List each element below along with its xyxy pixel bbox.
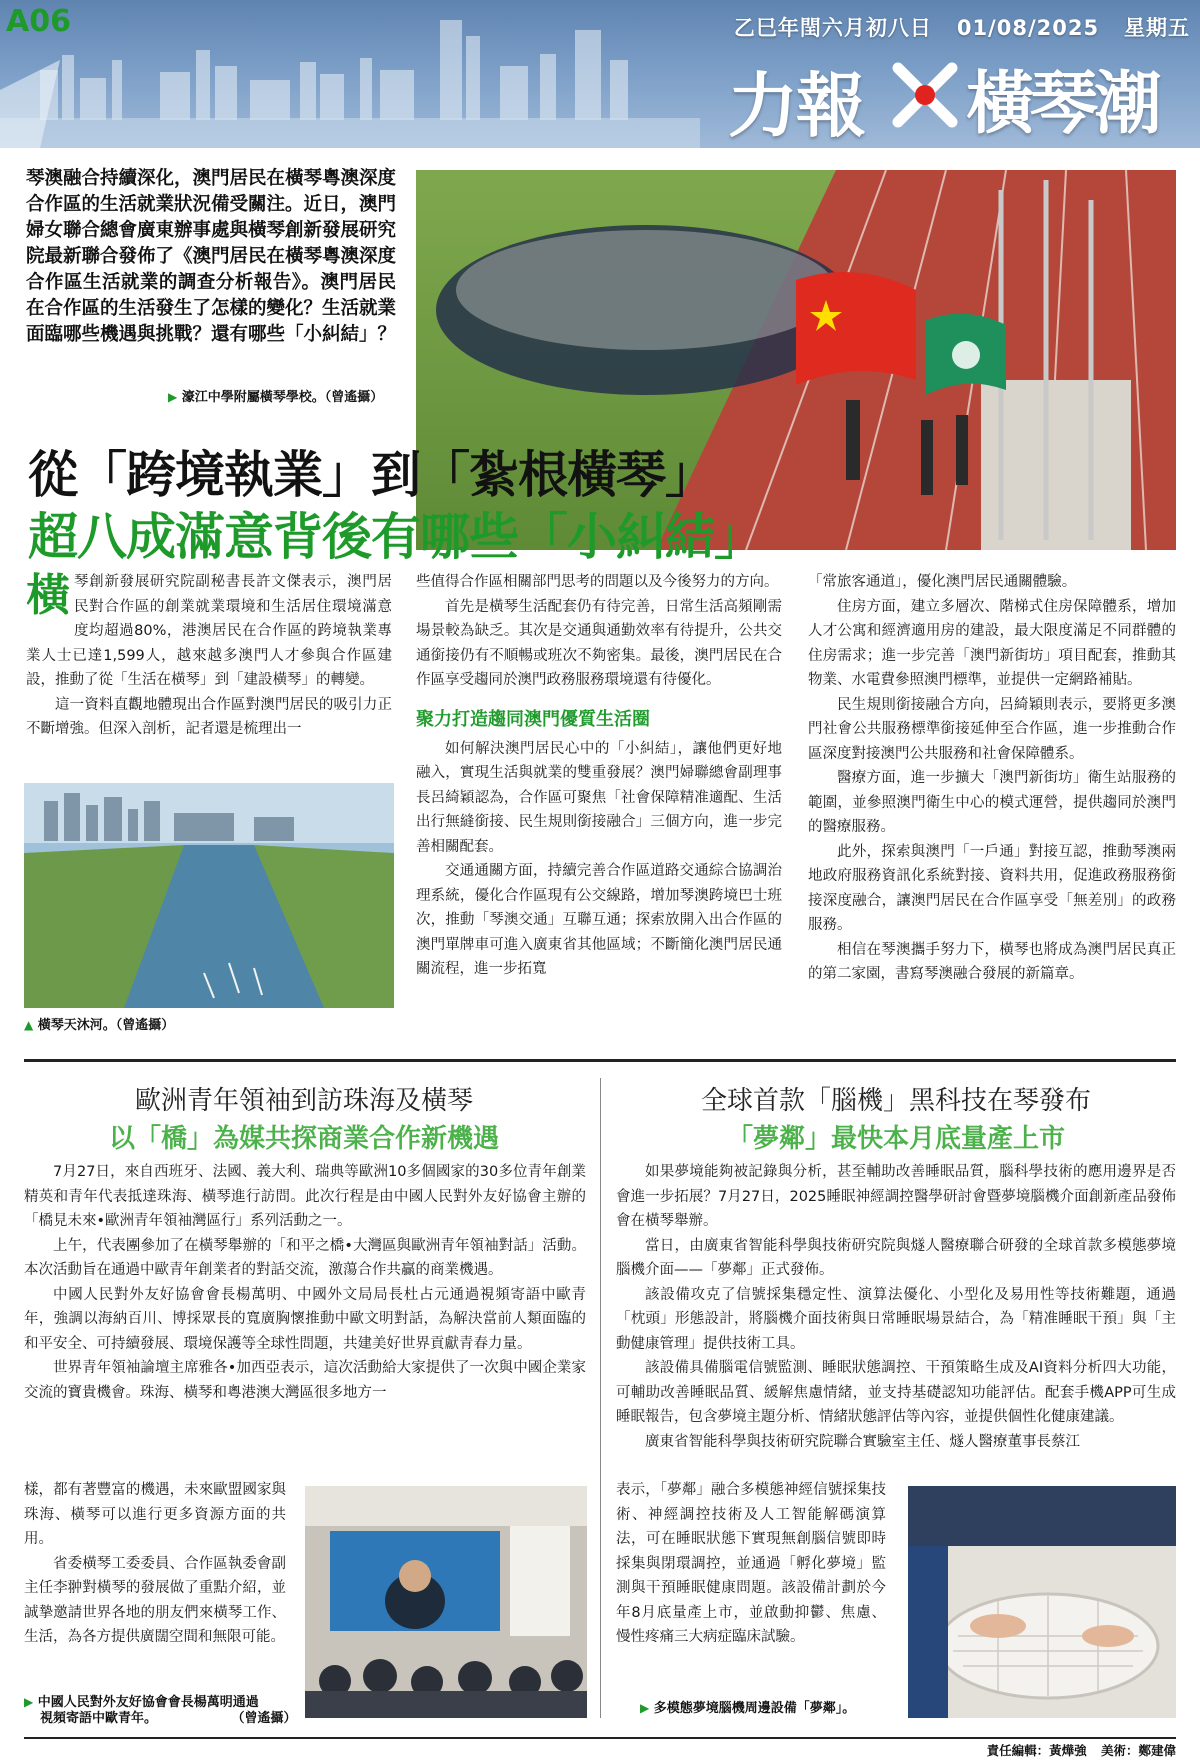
sleep-device-photo — [908, 1486, 1176, 1718]
masthead-banner — [0, 0, 1200, 148]
logo-cross-icon — [890, 60, 960, 130]
issue-date — [630, 12, 1190, 42]
right-story-paragraph-2: 當日，由廣東省智能科學與技術研究院與燧人醫療聯合研發的全球首款多模態夢境腦機介面——「夢鄰」正式發佈。 — [616, 1237, 1176, 1278]
article-paragraph-1: 橫琴創新發展研究院副秘書長許文傑表示，澳門居民對合作區的創業就業環境和生活居住環境滿意度均超過80%，港澳居民在合作區的跨境執業專業人士已達1,599人，越來越多澳門人才參與合作區建設，推動了從「生活在橫琴」到「建設橫琴」的轉變。 — [26, 570, 392, 688]
right-story-title: 全球首款「腦機」黑科技在琴發布 — [700, 1086, 1091, 1116]
river-photo — [24, 783, 394, 1008]
right-story-paragraph-3: 該設備攻克了信號採集穩定性、演算法優化、小型化及易用性等技術難題，通過「枕頭」形態設計，將腦機介面技術與日常睡眠場景結合，為「精准睡眠干預」與「主動健康管理」提供技術工具。 — [616, 1286, 1176, 1352]
left-story-paragraph-4a: 世界青年領袖論壇主席雅各•加西亞表示，這次活動給大家提供了一次與中國企業家交流的寶貴機會。珠海、橫琴和粵港澳大灣區很多地方一 — [24, 1360, 586, 1401]
article-column-2 — [416, 570, 782, 982]
article-paragraph-10: 醫療方面，進一步擴大「澳門新街坊」衛生站服務的範圍，並參照澳門衛生中心的模式運營，提供趨同於澳門的醫療服務。 — [808, 770, 1176, 835]
left-story-paragraph-1: 7月27日，來自西班牙、法國、義大利、瑞典等歐洲10多個國家的30多位青年創業精英和青年代表抵達珠海、橫琴進行訪問。此次行程是由中國人民對外友好協會主辦的「橋見未來•歐洲青年領袖灣區行」系列活動之一。 — [24, 1164, 586, 1229]
left-story-paragraph-2: 上午，代表團參加了在橫琴舉辦的「和平之橋•大灣區與歐洲青年領袖對話」活動。本次活動旨在通過中歐青年創業者的對話交流，激蕩合作共贏的商業機遇。 — [24, 1237, 586, 1278]
right-story-paragraph-1: 如果夢境能夠被記錄與分析，甚至輔助改善睡眠品質，腦科學技術的應用邊界是否會進一步拓展？7月27日，2025睡眠神經調控醫學研討會暨夢境腦機介面創新產品發佈會在橫琴舉辦。 — [616, 1164, 1176, 1229]
editor-credit: 責任編輯：黃燁強 — [986, 1743, 1087, 1758]
right-story-subtitle: 「夢鄰」最快本月底量產上市 — [726, 1124, 1065, 1154]
caption-triangle-icon: ▶ — [640, 1701, 650, 1715]
video-speech-photo — [305, 1486, 587, 1718]
right-story-body-wrap — [616, 1478, 886, 1650]
right-story-paragraph-5b: 表示，「夢鄰」融合多模態神經信號採集技術、神經調控技術及人工智能解碼演算法，可在睡眠狀態下實現無創腦信號即時採集與閉環調控，並通過「孵化夢境」監測與干預睡眠健康問題。該設備計劃於今年8月底量產上市，並啟動抑鬱、焦慮、慢性疼痛三大病症臨床試驗。 — [616, 1482, 886, 1645]
article-paragraph-5: 如何解決澳門居民心中的「小糾結」，讓他們更好地融入，實現生活與就業的雙重發展？澳門婦聯總會副理事長呂綺穎認為，合作區可聚焦「社會保障精准適配、生活出行無縫銜接、民生規則銜接融合」三個方向，進一步完善相關配套。 — [416, 740, 782, 855]
footer-credits — [700, 1741, 1176, 1759]
right-story-body — [616, 1160, 1176, 1454]
article-column-1 — [26, 570, 392, 742]
column-divider — [600, 1078, 601, 1718]
left-story-body — [24, 1160, 586, 1405]
left-story-paragraph-3: 中國人民對外友好協會會長楊萬明、中國外文局局長杜占元通過視頻寄語中歐青年，強調以海納百川、博採眾長的寬廣胸懷推動中歐文明對話，為解決當前人類面臨的和平安全、可持續發展、環境保護等全球性問題，共建美好世界貢獻青春力量。 — [24, 1286, 586, 1352]
caption-triangle-icon: ▶ — [168, 390, 178, 404]
left-caption-line-2: 視頻寄語中歐青年。 — [40, 1711, 158, 1726]
article-paragraph-3: 些值得合作區相關部門思考的問題以及今後努力的方向。 — [416, 574, 779, 590]
left-photo-caption-2 — [40, 1707, 297, 1726]
river-photo-caption — [24, 1014, 174, 1033]
article-paragraph-9: 民生規則銜接融合方向，呂綺穎則表示，要將更多澳門社會公共服務標準銜接延伸至合作區，進一步推動合作區深度對接澳門公共服務和社會保障體系。 — [808, 696, 1176, 762]
left-story-subtitle: 以「橋」為媒共探商業合作新機遇 — [108, 1124, 499, 1154]
article-paragraph-2: 這一資料直觀地體現出合作區對澳門居民的吸引力正不斷增強。但深入剖析，記者還是梳理出一 — [26, 696, 392, 737]
article-paragraph-12: 相信在琴澳攜手努力下，橫琴也將成為澳門居民真正的第二家園，書寫琴澳融合發展的新篇章。 — [808, 941, 1176, 982]
right-photo-caption — [640, 1697, 855, 1716]
logo-power-daily: 力報 — [728, 65, 864, 147]
main-headline: 從「跨境執業」到「紮根橫琴」 — [28, 446, 714, 504]
right-story-paragraph-5a: 廣東省智能科學與技術研究院聯合實驗室主任、燧人醫療董事長蔡江 — [645, 1433, 1080, 1450]
article-paragraph-6: 交通通關方面，持續完善合作區道路交通綜合協調治理系統，優化合作區現有公交線路，增加琴澳跨境巴士班次，推動「琴澳交通」互聯互通；探索放開入出合作區的澳門單牌車可進入廣東省其他區域；不斷簡化澳門居民通關流程，進一步拓寬 — [416, 863, 782, 977]
intro-lead: 琴澳融合持續深化，澳門居民在橫琴粵澳深度合作區的生活就業狀況備受關注。近日，澳門婦女聯合總會廣東辦事處與橫琴創新發展研究院最新聯合發佈了《澳門居民在橫琴粵澳深度合作區生活就業的調查分析報告》。澳門居民在合作區的生活發生了怎樣的變化？生活就業面臨哪些機遇與挑戰？還有哪些「小糾結」？ — [26, 168, 397, 345]
page-number: A06 — [6, 4, 71, 39]
dropcap: 橫 — [26, 570, 70, 621]
left-caption-line-1: 中國人民對外友好協會會長楊萬明通過 — [37, 1695, 259, 1710]
article-paragraph-4: 首先是橫琴生活配套仍有待完善，日常生活高頻剛需場景較為缺乏。其次是交通與通勤效率有待提升，公共交通銜接仍有不順暢或班次不夠密集。最後，澳門居民在合作區享受趨同於澳門政務服務環境還有待優化。 — [416, 598, 782, 688]
main-subheadline: 超八成滿意背後有哪些「小糾結」 — [28, 508, 763, 566]
article-paragraph-11: 此外，探索與澳門「一戶通」對接互認，推動琴澳兩地政府服務資訊化系統對接、資料共用，促進政務服務銜接深度融合，讓澳門居民在合作區享受「無差別」的政務服務。 — [808, 843, 1176, 933]
left-story-paragraph-4b: 樣，都有著豐富的機遇，未來歐盟國家與珠海、橫琴可以進行更多資源方面的共用。 — [24, 1482, 286, 1547]
article-subhead: 聚力打造趨同澳門優質生活圈 — [416, 708, 650, 730]
logo-hengqin-tide: 橫琴潮 — [966, 64, 1159, 144]
right-caption-text: 多模態夢境腦機周邊設備「夢鄰」。 — [653, 1701, 856, 1716]
left-story-body-wrap — [24, 1478, 286, 1650]
left-story-paragraph-5: 省委橫琴工委委員、合作區執委會副主任李翀對橫琴的發展做了重點介紹，並誠摯邀請世界各地的朋友們來橫琴工作、生活，為各方提供廣闊空間和無限可能。 — [24, 1555, 286, 1645]
left-caption-credit: （曾遙攝） — [231, 1711, 297, 1726]
caption-triangle-icon: ▲ — [24, 1018, 34, 1032]
river-caption-text: 橫琴天沐河。（曾遙攝） — [37, 1018, 175, 1033]
gregorian-date: 01/08/2025 — [956, 16, 1100, 40]
weekday: 星期五 — [1124, 16, 1190, 40]
lunar-date: 乙巳年閏六月初八日 — [733, 16, 932, 40]
school-photo-caption — [168, 386, 383, 405]
left-story-title: 歐洲青年領袖到訪珠海及橫琴 — [134, 1086, 473, 1116]
article-paragraph-7: 「常旅客通道」，優化澳門居民通關體驗。 — [808, 574, 1077, 590]
section-divider — [24, 1059, 1176, 1062]
art-credit: 美術：鄭建偉 — [1100, 1743, 1176, 1758]
footer-rule — [24, 1737, 1176, 1739]
right-story-paragraph-4: 該設備具備腦電信號監測、睡眠狀態調控、干預策略生成及AI資料分析四大功能，可輔助改善睡眠品質、緩解焦慮情緒，並支持基礎認知功能評估。配套手機APP可生成睡眠報告，包含夢境主題分析、情緒狀態評估等內容，並提供個性化健康建議。 — [616, 1360, 1176, 1425]
caption-triangle-icon: ▶ — [24, 1695, 34, 1709]
school-caption-text: 濠江中學附屬橫琴學校。（曾遙攝） — [181, 390, 384, 405]
article-paragraph-8: 住房方面，建立多層次、階梯式住房保障體系，增加人才公寓和經濟適用房的建設，最大限度滿足不同群體的住房需求；進一步完善「澳門新街坊」項目配套，推動其物業、水電費參照澳門標準，並提供一定網路補貼。 — [808, 598, 1176, 688]
article-column-3 — [808, 570, 1176, 987]
